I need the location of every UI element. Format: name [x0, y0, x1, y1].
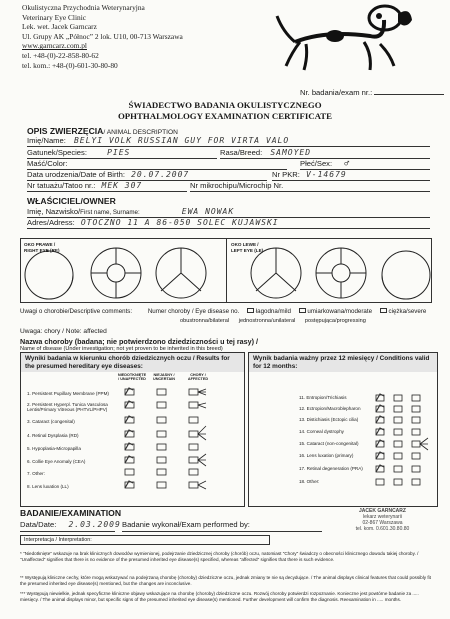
footnote-3-text: Występują niewielkie, jednak specyficzne kliniczne objawy wskazujące na chorobę (choroby) dziedziczne oczu. Rozwój choroby potwierdzi rozpoznanie. Konieczne jest powtórne badanie za ..... miesięcy. / The animal displays minor, but specific signs of the presumed inherited eye disease(s) mentioned. Further development will confirm the diagnosis. Reexamination in ..... months. — [20, 591, 419, 602]
dog-logo-icon — [265, 4, 440, 74]
hereditary-row: 5. Hypoplasia-Micropapilla — [27, 446, 81, 451]
microchip-label: Nr mikrochipu/Microchip Nr. — [190, 181, 284, 190]
conditions-checkboxes[interactable] — [374, 393, 436, 488]
dob-label: Data urodzenia/Date of Birth: — [27, 170, 125, 179]
condition-row: 18. Other: — [299, 479, 320, 484]
exam-date-field[interactable] — [20, 520, 121, 532]
color-label: Maść/Color: — [27, 159, 68, 168]
hereditary-row: 3. Cataract (congenital) — [27, 419, 75, 424]
animal-name-value: BELYI VOLK RUSSIAN GUY FOR VIRTA VALO — [73, 136, 290, 145]
clinic-info — [22, 3, 232, 70]
bilateral-label[interactable]: obustronna/bilateral — [180, 318, 230, 324]
tattoo-label: Nr tatuażu/Tatoo nr.: — [27, 181, 96, 190]
sex-label: Płeć/Sex: — [300, 159, 333, 168]
hereditary-table-header: Wyniki badania w kierunku chorób dziedzicznych oczu / Results for the presumed hereditary eye diseases: — [21, 353, 244, 372]
hereditary-row: 8. Lens luxation (LL) — [27, 484, 69, 489]
exam-date-label: Data/Date: — [20, 520, 57, 529]
extent-options — [180, 318, 366, 325]
interpretation-label: Interpretacja / Interpretation: — [24, 537, 92, 543]
exam-section-heading: BADANIE/EXAMINATION — [20, 508, 122, 518]
title-pl: ŚWIADECTWO BADANIA OKULISTYCZNEGO — [128, 100, 322, 110]
breed-field[interactable] — [220, 148, 430, 159]
owner-address-field[interactable] — [27, 218, 430, 229]
title-en: OPHTHALMOLOGY EXAMINATION CERTIFICATE — [117, 111, 333, 121]
tattoo-field[interactable] — [27, 181, 187, 192]
severe-checkbox[interactable] — [380, 308, 387, 313]
clinic-name-pl: Okulistyczna Przychodnia Weterynaryjna — [22, 3, 145, 12]
condition-row: 16. Lens luxation (primary) — [299, 453, 354, 458]
col-unaffected: NIEDOTKNIĘTE / UNAFFECTED — [117, 373, 147, 382]
comments-label: Uwagi o chorobie/Descriptive comments: — [20, 308, 133, 315]
animal-section-heading — [27, 126, 178, 136]
footnote-3: *** Występują niewielkie, jednak specyficzne kliniczne objawy wskazujące na chorobę (choroby) dziedziczne oczu. Rozwój choroby potwierdzi rozpoznanie. Konieczne jest powtórne badanie za ..... miesięcy. / The animal displays minor, but specific signs of the presumed inherited eye disease(s) mentioned. Further development will confirm the diagnosis. Reexamination in ..... months. — [20, 591, 419, 602]
stamp-address: 02-867 Warszawa — [362, 520, 403, 526]
stamp-tel: tel. kom. 0.601.30.80.80 — [355, 526, 410, 532]
hereditary-row: 6. Collie Eye Anomaly (CEA) — [27, 459, 86, 464]
hereditary-row: 1. Persistent Pupillary Membrane (PPM) — [27, 391, 109, 396]
owner-name-label-en: First name, Surname: — [80, 209, 140, 216]
affected-note: Uwaga: chory / Note: affected — [20, 328, 107, 335]
animal-section-en: / ANIMAL DESCRIPTION — [103, 129, 178, 136]
eye-diagram-panel — [20, 238, 432, 303]
owner-name-label-pl: Imię, Nazwisko/ — [27, 207, 81, 216]
interpretation-box[interactable] — [20, 535, 270, 545]
sex-value: ♂ — [344, 159, 351, 168]
footnote-1-text: "Niedotknięte" wskazuje na brak klinicznych dowodów wymienionej, podejrzanie dziedzicznej choroby (chorób) oczu, natomiast "Chory" świadczy o obecności klinicznego dowodu takiej choroby. / "Unaffected" signifies that there is no evidence of the presumed inherited eye disease(s) specified, whereas "affected" signifies that there is such evidence. — [20, 551, 419, 562]
clinic-address: Ul. Grupy AK „Północ” 2 lok. U10, 00-713 Warszawa — [22, 31, 183, 41]
stamp-name: JACEK GARNCARZ — [359, 508, 406, 514]
conditions-12m-table — [248, 352, 438, 507]
owner-name-value: EWA NOWAK — [181, 207, 235, 216]
right-eye-label: OKO PRAWE / RIGHT EYE (RE) — [24, 242, 60, 253]
clinic-mobile: tel. kom.: +48-(0)-601-30-80-80 — [22, 60, 118, 70]
moderate-label: umiarkowana/moderate — [307, 308, 373, 315]
condition-row: 11. Entropion/Trichiasis — [299, 395, 347, 400]
comments-row — [20, 308, 426, 315]
breed-label: Rasa/Breed: — [220, 148, 263, 157]
species-label: Gatunek/Species: — [27, 148, 87, 157]
condition-row: 15. Cataract (non-congenital) — [299, 441, 359, 446]
owner-address-label: Adres/Adress: — [27, 218, 75, 227]
sex-field[interactable] — [300, 159, 430, 170]
eye-diagrams-svg[interactable] — [21, 239, 433, 304]
condition-row: 14. Corneal dystrophy — [299, 429, 344, 434]
animal-name-field[interactable] — [27, 136, 430, 147]
footnote-1: * "Niedotknięte" wskazuje na brak klinicznych dowodów wymienionej, podejrzanie dziedzicznej choroby (chorób) oczu, natomiast "Chory" świadczy o obecności klinicznego dowodu takiej choroby. / "Unaffected" signifies that there is no evidence of the presumed inherited eye disease(s) specified, whereas "affected" signifies that there is such evidence. — [20, 551, 419, 562]
exam-date-value: 2.03.2009 — [68, 520, 121, 529]
col-uncertain: NIEJASNY / UNCERTAIN — [152, 373, 176, 382]
disease-name-en: Name of disease (Under investigation; not yet proven to be inherited in this breed) — [20, 346, 223, 352]
hereditary-checkboxes[interactable] — [121, 387, 241, 497]
clinic-doctor: Lek. wet. Jacek Garncarz — [22, 22, 97, 32]
exam-performed-by-field[interactable] — [122, 520, 322, 532]
tattoo-value: MEK 307 — [101, 181, 143, 190]
breed-value: SAMOYED — [270, 148, 312, 157]
exam-performed-by-label: Badanie wykonał/Exam performed by: — [122, 520, 250, 529]
mild-label: łagodna/mild — [255, 308, 291, 315]
pkr-label: Nr PKR: — [272, 170, 300, 179]
stamp-title: lekarz weterynarii — [363, 514, 402, 520]
clinic-name-en: Veterinary Eye Clinic — [22, 12, 87, 22]
unilateral-label[interactable]: jednostronna/unilateral — [238, 318, 296, 324]
condition-row: 17. Retinal degeneration (PRA) — [299, 466, 363, 471]
clinic-tel: tel. +48-(0)-22-858-80-62 — [22, 50, 99, 60]
species-value: PIES — [107, 148, 131, 157]
owner-section-heading: WŁAŚCICIEL/OWNER — [27, 196, 116, 206]
conditions-table-header: Wynik badania ważny przez 12 miesięcy / Conditions valid for 12 months: — [249, 353, 437, 372]
exam-number-label: Nr. badania/exam nr.: — [300, 88, 373, 97]
condition-row: 13. Distichiasis (Ectopic cilia) — [299, 417, 359, 422]
footnote-2: ** Występują kliniczne cechy, które mogą wskazywać na podejrzaną chorobę (choroby) dziedziczne oczu, jednak zmiany te nie są decydujące. / The animal displays clinical features that could possibly fit the presumed inherited eye disease(s) mentioned, but the changes are inconclusive. — [20, 575, 431, 586]
severe-label: ciężka/severe — [388, 308, 427, 315]
pkr-value: V-14679 — [305, 170, 347, 179]
hereditary-row: 7. Other: — [27, 471, 45, 476]
color-field[interactable] — [27, 159, 287, 170]
progressing-label[interactable]: postępująca/progressing — [304, 318, 366, 324]
mild-checkbox[interactable] — [247, 308, 254, 313]
disease-number-label: Numer choroby / Eye disease no. — [147, 308, 240, 315]
species-field[interactable] — [27, 148, 217, 159]
hereditary-results-table — [20, 352, 245, 507]
vet-stamp — [335, 508, 430, 532]
col-affected: CHORY / AFFECTED — [187, 373, 209, 382]
animal-name-label: Imię/Name: — [27, 136, 66, 145]
moderate-checkbox[interactable] — [299, 308, 306, 313]
condition-row: 12. Ectropion/Macroblepharon — [299, 406, 361, 411]
footnote-2-text: Występują kliniczne cechy, które mogą wskazywać na podejrzaną chorobę (choroby) dziedziczne oczu, jednak zmiany te nie są decydujące. / The animal displays clinical features that could possibly fit the presumed inherited eye disease(s) mentioned, but the changes are inconclusive. — [20, 575, 431, 586]
pkr-field[interactable] — [272, 170, 430, 181]
owner-address-value: OTOCZNO 11 A 86-050 SOLEC KUJAWSKI — [80, 218, 279, 227]
dob-field[interactable] — [27, 170, 267, 181]
exam-number — [300, 88, 444, 97]
dob-value: 20.07.2007 — [131, 170, 190, 179]
clinic-website-link[interactable]: www.garncarz.com.pl — [22, 41, 87, 51]
hereditary-row: 2. Persistent Hyperpl. Tunica Vasculosa Lentis/Primary Vitreous (PHTVL/PHPV) — [27, 402, 108, 412]
animal-section-pl: OPIS ZWIERZĘCIA — [27, 126, 104, 136]
exam-number-blank — [374, 94, 444, 95]
hereditary-row: 4. Retinal Dysplasia (RD) — [27, 433, 79, 438]
owner-name-field[interactable] — [27, 207, 430, 218]
microchip-field[interactable] — [190, 181, 430, 192]
left-eye-label: OKO LEWE / LEFT EYE (LE) — [231, 242, 264, 253]
disease-name-label: Nazwa choroby (badana; nie potwierdzono dziedziczności u tej rasy) / — [20, 337, 259, 346]
